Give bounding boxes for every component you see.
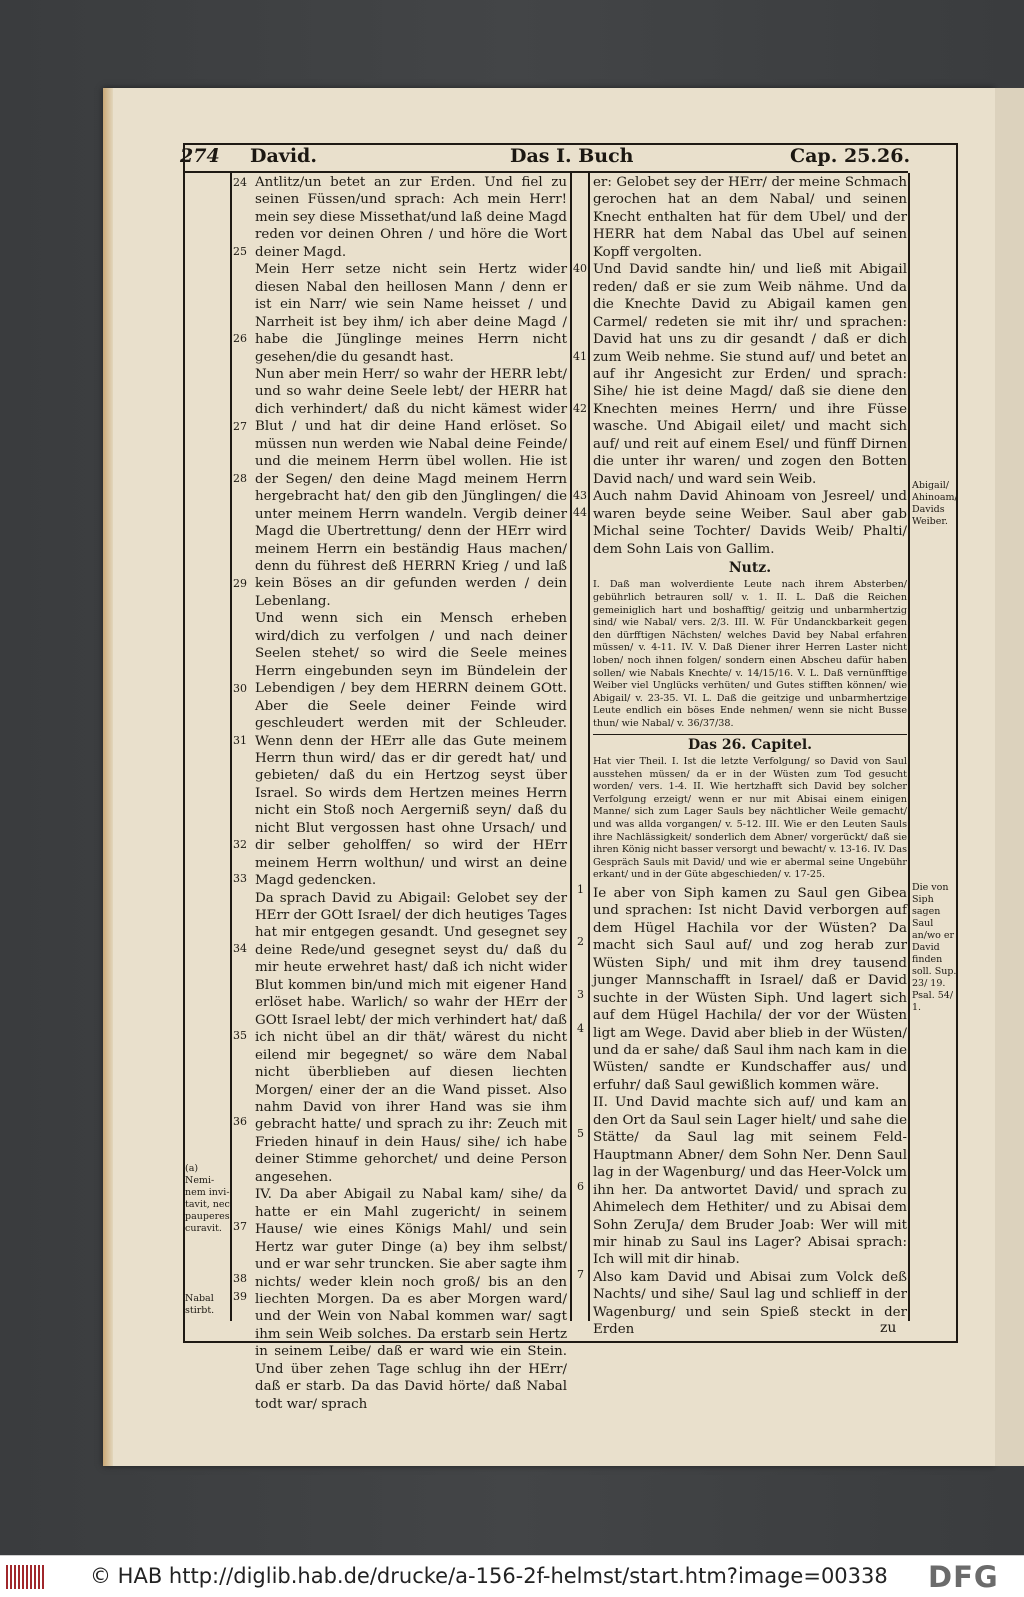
verse-number: 6 xyxy=(577,1180,584,1193)
verse-number: 24 xyxy=(233,176,247,189)
verse-number: 34 xyxy=(233,942,247,955)
paragraph: Antlitz/un betet an zur Erden. Und fiel zu seinen Füssen/und sprach: Ach mein Herr! mein sey diese Missethat/und laß deine Magd reden vor deinen Ohren / und höre die Wort deiner Magd. xyxy=(255,175,567,260)
left-margin-rule xyxy=(230,173,232,1321)
margin-note-nabal: Nabal stirbt. xyxy=(185,1293,215,1316)
verse-number: 31 xyxy=(233,734,247,747)
verse-number: 1 xyxy=(577,883,584,896)
header-rule xyxy=(183,171,908,173)
header-left-title: David. xyxy=(250,145,317,167)
left-text-column xyxy=(255,174,567,1412)
verse-number: 44 xyxy=(573,506,587,519)
verse-number: 3 xyxy=(577,988,584,1001)
verse-number: 4 xyxy=(577,1022,584,1035)
verse-number: 40 xyxy=(573,262,587,275)
hab-logo-icon xyxy=(6,1565,44,1589)
column-divider-left xyxy=(570,173,572,1321)
paragraph: Und wenn sich ein Mensch erheben wird/dich zu verfolgen / und nach deiner Seelen stehet/ so wird die Seele meines Herrn eingebunden seyn im Bündelein der Lebendigen / bey dem HERRN deinem GOtt. Aber die Seele deiner Feinde wird geschleudert werden mit der Schleuder. Wenn denn der HErr alle das Gute meinem Herrn thun wird/ das er dir geredt hat/ und gebieten/ daß du ein Hertzog seyst über Israel. So wirds dem Hertzen meines Herrn nicht ein Stoß noch Aergerniß seyn/ daß du nicht Blut vergossen hast ohne Ursach/ und dir selber geholffen/ so wird der HErr meinem Herrn wolthun/ und wirst an deine Magd gedencken. xyxy=(255,611,567,889)
nutz-text: I. Daß man wolverdiente Leute nach ihrem Absterben/ gebührlich betrauren soll/ v. 1. II. L. Daß die Reichen gemeiniglich hart und boshafftig/ geitzig und unbarmhertzig sind/ wie Nabal/ vers. 2/3. III. W. Für Undanckbarkeit gegen den dürfftigen Nächsten/ welches David bey Nabal erfahren müssen/ v. 4-11. IV. V. Daß Diener ihrer Herren Laster nicht loben/ noch ihnen folgen/ sondern einen Abscheu dafür haben sollen/ wie Nabals Knechte/ v. 14/15/16. V. L. Daß vernünfftige Weiber viel Unglücks verhüten/ und Gutes stifften können/ wie Abigail/ v. 23-35. VI. L. Daß die geitzige und unbarmhertzige Leute endlich ein böses Ende nehmen/ wenn sie nicht Busse thun/ wie Nabal/ v. 36/37/38. xyxy=(593,579,907,729)
verse-number: 43 xyxy=(573,489,587,502)
paragraph: Nun aber mein Herr/ so wahr der HERR lebt/ und so wahr deine Seele lebt/ der HERR hat dich verhindert/ daß du nicht kämest wider Blut / und hat dir deine Hand erlöset. So müssen nun werden wie Nabal deine Feinde/ und die meinem Herrn übel wollen. Hie ist der Segen/ den deine Magd meinem Herrn hergebracht hat/ den gib den Jünglingen/ die unter meinem Herrn wandeln. Vergib deiner Magd die Ubertrettung/ denn der HErr wird meinem Herrn ein beständig Haus machen/ denn du führest deß HERRN Krieg / und laß kein Böses an dir gefunden werden / dein Lebenlang. xyxy=(255,366,567,609)
verse-number: 41 xyxy=(573,350,587,363)
paragraph: Und David sandte hin/ und ließ mit Abigail reden/ daß er sie zum Weib nähme. Und da die Knechte David zu Abigail kamen gen Carmel/ redeten sie mit ihr/ und sprachen: David hat uns zu dir gesandt / daß er dich zum Weib nehme. Sie stund auf/ und betet an auf ihr Angesicht zur Erden/ und sprach: Sihe/ hie ist deine Magd/ daß sie diene den Knechten meines Herrn/ und ihre Füsse wasche. Und Abigail eilet/ und macht sich auf/ und reit auf einem Esel/ und fünff Dirnen die unter ihr waren/ und zogen den Botten David nach/ und ward sein Weib. xyxy=(593,262,907,487)
verse-number: 30 xyxy=(233,682,247,695)
verse-number: 29 xyxy=(233,577,247,590)
page-number: 274 xyxy=(180,145,220,167)
verse-number: 26 xyxy=(233,332,247,345)
verse-number: 42 xyxy=(573,402,587,415)
verse-number: 38 xyxy=(233,1272,247,1285)
verse-number: 27 xyxy=(233,420,247,433)
paragraph: Ie aber von Siph kamen zu Saul gen Gibea und sprachen: Ist nicht David verborgen auf dem Hügel Hachila vor der Wüsten? Da macht sich Saul auf/ und zog herab zur Wüsten Siph/ und mit ihm drey tausend junger Mannschafft in Israel/ daß er David suchte in der Wüsten Siph. Und lagert sich auf dem Hügel Hachila/ der vor der Wüsten ligt am Wege. David aber blieb in der Wüsten/ und da er sahe/ daß Saul ihm nach kam in die Wüsten/ sandte er Kundschaffer aus/ und erfuhr/ daß Saul gewißlich kommen wäre. xyxy=(593,885,907,1093)
page-edge xyxy=(103,88,113,1466)
paragraph: IV. Da aber Abigail zu Nabal kam/ sihe/ da hatte er ein Mahl zugericht/ in seinem Hause/ wie eines Königs Mahl/ und sein Hertz war guter Dinge (a) bey ihm selbst/ und er war sehr truncken. Sie aber sagte ihm nichts/ weder klein noch groß/ bis an den liechten Morgen. Da es aber Morgen ward/ und der Wein von Nabal kommen war/ sagt ihm sein Weib solches. Da erstarb sein Hertz in seinem Leibe/ daß er ward wie ein Stein. Und über zehen Tage schlug ihn der HErr/ daß er starb. Da das David hörte/ daß Nabal todt war/ sprach xyxy=(255,1187,567,1412)
next-page-strip xyxy=(995,88,1024,1466)
nutz-heading: Nutz. xyxy=(728,559,772,576)
margin-note-siph: Die von Siph sagen Saul an/wo er David finden soll. Sup. 23/ 19. Psal. 54/ 1. xyxy=(912,882,957,1013)
header-book-title: Das I. Buch xyxy=(510,145,634,167)
paragraph: II. Und David machte sich auf/ und kam an den Ort da Saul sein Lager hielt/ und sahe die Stätte/ da Saul lag mit seinem Feld-Hauptmann Abner/ dem Sohn Ner. Denn Saul lag in der Wagenburg/ und das Heer-Volck um ihn her. Da antwortet David/ und sprach zu Ahimelech dem Hethiter/ und zu Abisai dem Sohn ZeruJa/ dem Bruder Joab: Wer will mit mir hinab zu Saul ins Lager? Abisai sprach: Ich will mit dir hinab. xyxy=(593,1095,907,1268)
verse-number: 37 xyxy=(233,1220,247,1233)
right-text-column xyxy=(593,174,907,1338)
chapter-heading: Das 26. Capitel. xyxy=(687,736,813,753)
verse-number: 35 xyxy=(233,1029,247,1042)
margin-note-abigail: Abigail/ Ahinoam/ Davids Weiber. xyxy=(912,480,958,527)
column-divider-right xyxy=(588,173,590,1321)
verse-number: 32 xyxy=(233,838,247,851)
paragraph: Also kam David und Abisai zum Volck deß Nachts/ und sihe/ Saul lag und schlieff in der Wagenburg/ und sein Spieß steckt in der Erden xyxy=(593,1269,907,1338)
right-margin-rule xyxy=(908,173,910,1321)
footer-bar xyxy=(0,1555,1024,1597)
paragraph: Mein Herr setze nicht sein Hertz wider diesen Nabal den heillosen Mann / denn er ist ein Narr/ wie sein Name heisset / und Narrheit ist bey ihm/ ich aber deine Magd / habe die Jünglinge meines Herrn nicht gesehen/die du gesandt hast. xyxy=(255,262,567,365)
paragraph: er: Gelobet sey der HErr/ der meine Schmach gerochen hat an dem Nabal/ und seinen Knecht enthalten hat für dem Ubel/ und der HERR hat dem Nabal das Ubel auf seinen Kopff vergolten. xyxy=(593,175,907,260)
footer-url[interactable]: © HAB http://diglib.hab.de/drucke/a-156-2f-helmst/start.htm?image=00338 xyxy=(90,1564,888,1588)
dfg-logo: DFG xyxy=(928,1560,999,1594)
running-header xyxy=(180,145,920,171)
header-chapter: Cap. 25.26. xyxy=(790,145,911,167)
verse-number: 7 xyxy=(577,1268,584,1281)
verse-number: 33 xyxy=(233,872,247,885)
verse-number: 39 xyxy=(233,1290,247,1303)
verse-number: 28 xyxy=(233,472,247,485)
section-rule xyxy=(593,734,907,735)
verse-number: 5 xyxy=(577,1127,584,1140)
verse-number: 36 xyxy=(233,1115,247,1128)
paragraph: Da sprach David zu Abigail: Gelobet sey der HErr der GOtt Israel/ der dich heutiges Tages hat mir entgegen gesandt. Und gesegnet sey deine Rede/und gesegnet seyst du/ daß du mir heute erwehret hast/ daß ich nicht wider Blut kommen bin/und mich mit eigener Hand erlöset habe. Warlich/ so wahr der HErr der GOtt Israel lebt/ der mich verhindert hat/ daß ich nicht übel an dir thät/ wärest du nicht eilend mir begegnet/ so wäre dem Nabal nicht überblieben auf diesen liechten Morgen/ einer der an die Wand pisset. Also nahm David von ihrer Hand was sie ihm gebracht hatte/ und sprach zu ihr: Zeuch mit Frieden hinauf in dein Haus/ sihe/ ich habe deiner Stimme gehorchet/ und deine Person angesehen. xyxy=(255,890,567,1185)
verse-number: 2 xyxy=(577,935,584,948)
verse-number: 25 xyxy=(233,245,247,258)
paragraph: Auch nahm David Ahinoam von Jesreel/ und waren beyde seine Weiber. Saul aber gab Michal seine Tochter/ Davids Weib/ Phalti/ dem Sohn Lais von Gallim. xyxy=(593,489,907,557)
catchword: zu xyxy=(880,1320,897,1336)
chapter-summary: Hat vier Theil. I. Ist die letzte Verfolgung/ so David von Saul ausstehen müssen/ da er in der Wüsten zum Tod gesucht worden/ vers. 1-4. II. Wie hertzhafft sich David bey solcher Verfolgung erzeigt/ wenn er nur mit Abisai einem einigen Manne/ sich zum Lager Sauls bey nächtlicher Weile gemacht/ und was allda vorgangen/ v. 5-12. III. Wie er den Leuten Sauls ihre Nachlässigkeit/ sonderlich dem Abner/ vorgerückt/ daß sie ihren König nicht basser versorgt und bewacht/ v. 13-16. IV. Das Gespräch Sauls mit David/ und wie er abermal seine Ungebühr erkant/ und in der Güte abgeschieden/ v. 17-25. xyxy=(593,756,907,881)
margin-note-nemini: (a) Nemi- nem invi- tavit, nec pauperes curavit. xyxy=(185,1163,230,1234)
